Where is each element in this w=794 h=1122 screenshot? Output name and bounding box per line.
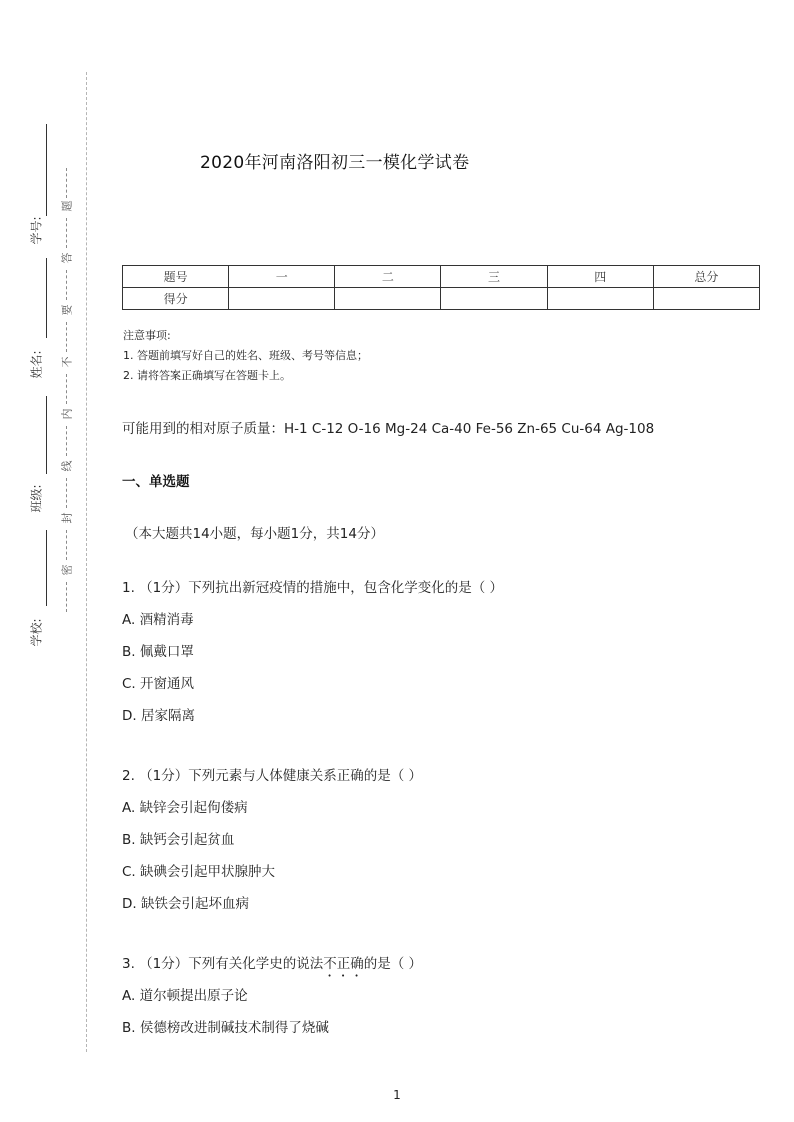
seal-char: 内 — [60, 408, 73, 420]
seal-dots — [66, 218, 67, 248]
seal-char: 密 — [60, 564, 73, 576]
score-header-cell: 三 — [441, 266, 547, 288]
score-cell — [653, 288, 759, 310]
seal-dots — [66, 582, 67, 612]
score-header-cell: 题号 — [123, 266, 229, 288]
seal-char: 答 — [60, 252, 73, 264]
exam-title: 2020年河南洛阳初三一模化学试卷 — [200, 153, 470, 173]
question-option: C. 缺碘会引起甲状腺肿大 — [122, 864, 276, 880]
question-option: D. 缺铁会引起坏血病 — [122, 896, 249, 912]
score-header-cell: 一 — [229, 266, 335, 288]
score-row-label: 得分 — [123, 288, 229, 310]
score-header-cell: 总分 — [653, 266, 759, 288]
notice-item: 2. 请将答案正确填写在答题卡上。 — [123, 369, 291, 382]
notice-block — [123, 326, 368, 386]
seal-dots — [66, 270, 67, 300]
school-label: 学校: — [29, 617, 44, 647]
class-line — [46, 396, 47, 474]
score-cell — [229, 288, 335, 310]
question-option: A. 酒精消毒 — [122, 612, 194, 628]
section-description: （本大题共14小题，每小题1分，共14分） — [125, 526, 384, 542]
name-line — [46, 258, 47, 338]
question-option: B. 缺钙会引起贫血 — [122, 832, 235, 848]
seal-char: 封 — [60, 512, 73, 524]
score-cell — [441, 288, 547, 310]
question-stem — [122, 952, 422, 980]
question-option: C. 开窗通风 — [122, 676, 195, 692]
class-label: 班级: — [29, 483, 44, 513]
student-id-line — [46, 124, 47, 216]
seal-dots — [66, 374, 67, 404]
seal-char: 题 — [60, 200, 73, 212]
seal-char: 不 — [60, 356, 73, 368]
question-option: D. 居家隔离 — [122, 708, 195, 724]
school-line — [46, 530, 47, 606]
seal-dots — [66, 322, 67, 352]
seal-dots — [66, 478, 67, 508]
seal-dots — [66, 168, 67, 198]
score-table-score-row — [123, 288, 760, 310]
question-option: B. 侯德榜改进制碱技术制得了烧碱 — [122, 1020, 329, 1036]
score-header-cell: 二 — [335, 266, 441, 288]
seal-dots — [66, 530, 67, 560]
score-header-cell: 四 — [547, 266, 653, 288]
score-table-header-row — [123, 266, 760, 288]
seal-dots — [66, 426, 67, 456]
section-title: 一、单选题 — [122, 474, 190, 490]
question-option: A. 道尔顿提出原子论 — [122, 988, 248, 1004]
page-number: 1 — [393, 1088, 401, 1102]
binding-line — [86, 72, 87, 1052]
question-stem-part: 的是（ ） — [363, 956, 423, 972]
seal-char: 要 — [60, 304, 73, 316]
score-cell — [335, 288, 441, 310]
emphasized-text: 不正确 — [323, 956, 364, 972]
notice-heading: 注意事项: — [123, 329, 171, 342]
notice-item: 1. 答题前填写好自己的姓名、班级、考号等信息； — [123, 349, 368, 362]
seal-char: 线 — [60, 460, 73, 472]
question-option: B. 佩戴口罩 — [122, 644, 194, 660]
question-stem: 2. （1分）下列元素与人体健康关系正确的是（ ） — [122, 768, 423, 784]
atomic-masses: 可能用到的相对原子质量：H-1 C-12 O-16 Mg-24 Ca-40 Fe-56 Zn-65 Cu-64 Ag-108 — [122, 421, 655, 437]
name-label: 姓名: — [29, 349, 44, 379]
score-table — [122, 265, 760, 310]
question-option: A. 缺锌会引起佝偻病 — [122, 800, 248, 816]
question-stem: 1. （1分）下列抗出新冠疫情的措施中，包含化学变化的是（ ） — [122, 580, 504, 596]
question-stem-part: 3. （1分）下列有关化学史的说法 — [122, 956, 324, 972]
student-id-label: 学号: — [29, 215, 44, 245]
score-cell — [547, 288, 653, 310]
